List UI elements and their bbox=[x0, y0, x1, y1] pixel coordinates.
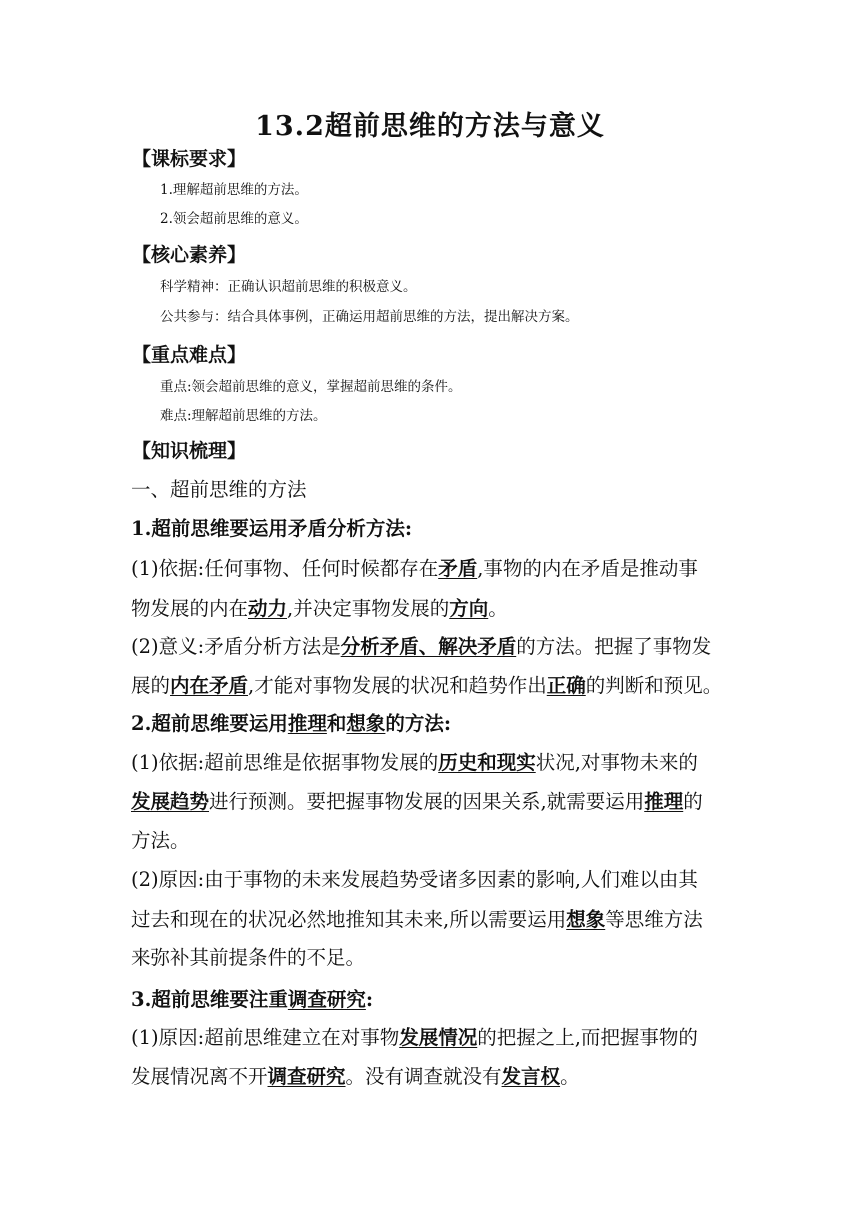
keyword: 矛盾 bbox=[438, 557, 478, 580]
keyword: 推理 bbox=[287, 712, 327, 735]
keyword: 历史和现实 bbox=[438, 751, 536, 774]
section-heading-hexin: 【核心素养】 bbox=[132, 244, 247, 266]
point1-line4: 展的内在矛盾,才能对事物发展的状况和趋势作出正确的判断和预见。 bbox=[131, 674, 723, 697]
zhongdian-item-2: 难点:理解超前思维的方法。 bbox=[160, 408, 327, 424]
section-heading-zhongdian: 【重点难点】 bbox=[132, 344, 247, 366]
point2-line5: 过去和现在的状况必然地推知其未来,所以需要运用想象等思维方法 bbox=[131, 908, 703, 931]
point2-heading: 2.超前思维要运用推理和想象的方法: bbox=[131, 712, 452, 735]
point1-line2: 物发展的内在动力,并决定事物发展的方向。 bbox=[131, 597, 508, 620]
keyword: 想象 bbox=[566, 908, 606, 931]
point3-line2: 发展情况离不开调查研究。没有调查就没有发言权。 bbox=[131, 1065, 580, 1088]
section-heading-kebiao: 【课标要求】 bbox=[132, 148, 247, 170]
hexin-item-2: 公共参与：结合具体事例，正确运用超前思维的方法，提出解决方案。 bbox=[160, 309, 579, 325]
keyword: 发言权 bbox=[501, 1065, 561, 1088]
point1-line3: (2)意义:矛盾分析方法是分析矛盾、解决矛盾的方法。把握了事物发 bbox=[131, 635, 712, 658]
point2-line4: (2)原因:由于事物的未来发展趋势受诸多因素的影响,人们难以由其 bbox=[131, 868, 698, 891]
point2-line1: (1)依据:超前思维是依据事物发展的历史和现实状况,对事物未来的 bbox=[131, 751, 698, 774]
keyword: 调查研究 bbox=[267, 1065, 346, 1088]
point2-line6: 来弥补其前提条件的不足。 bbox=[131, 946, 366, 969]
page-title: 13.2超前思维的方法与意义 bbox=[255, 111, 605, 142]
keyword: 动力 bbox=[248, 597, 288, 620]
section-heading-zhishi: 【知识梳理】 bbox=[132, 440, 247, 462]
keyword: 发展趋势 bbox=[131, 790, 210, 813]
keyword: 方向 bbox=[449, 597, 489, 620]
keyword: 推理 bbox=[644, 790, 684, 813]
part-heading: 一、超前思维的方法 bbox=[131, 478, 307, 501]
point1-heading: 1.超前思维要运用矛盾分析方法: bbox=[131, 517, 413, 540]
hexin-item-1: 科学精神：正确认识超前思维的积极意义。 bbox=[160, 279, 417, 295]
keyword: 发展情况 bbox=[399, 1026, 478, 1049]
point2-line2: 发展趋势进行预测。要把握事物发展的因果关系,就需要运用推理的 bbox=[131, 790, 703, 813]
zhongdian-item-1: 重点:领会超前思维的意义，掌握超前思维的条件。 bbox=[160, 379, 462, 395]
point2-line3: 方法。 bbox=[131, 829, 190, 852]
kebiao-item-2: 2.领会超前思维的意义。 bbox=[160, 211, 308, 227]
keyword: 内在矛盾 bbox=[170, 674, 249, 697]
kebiao-item-1: 1.理解超前思维的方法。 bbox=[160, 182, 308, 198]
point3-line1: (1)原因:超前思维建立在对事物发展情况的把握之上,而把握事物的 bbox=[131, 1026, 698, 1049]
point3-heading: 3.超前思维要注重调查研究: bbox=[131, 988, 374, 1011]
keyword: 调查研究 bbox=[287, 988, 366, 1011]
keyword: 正确 bbox=[546, 674, 586, 697]
point1-line1: (1)依据:任何事物、任何时候都存在矛盾,事物的内在矛盾是推动事 bbox=[131, 557, 698, 580]
keyword: 分析矛盾、解决矛盾 bbox=[340, 635, 517, 658]
keyword: 想象 bbox=[346, 712, 386, 735]
